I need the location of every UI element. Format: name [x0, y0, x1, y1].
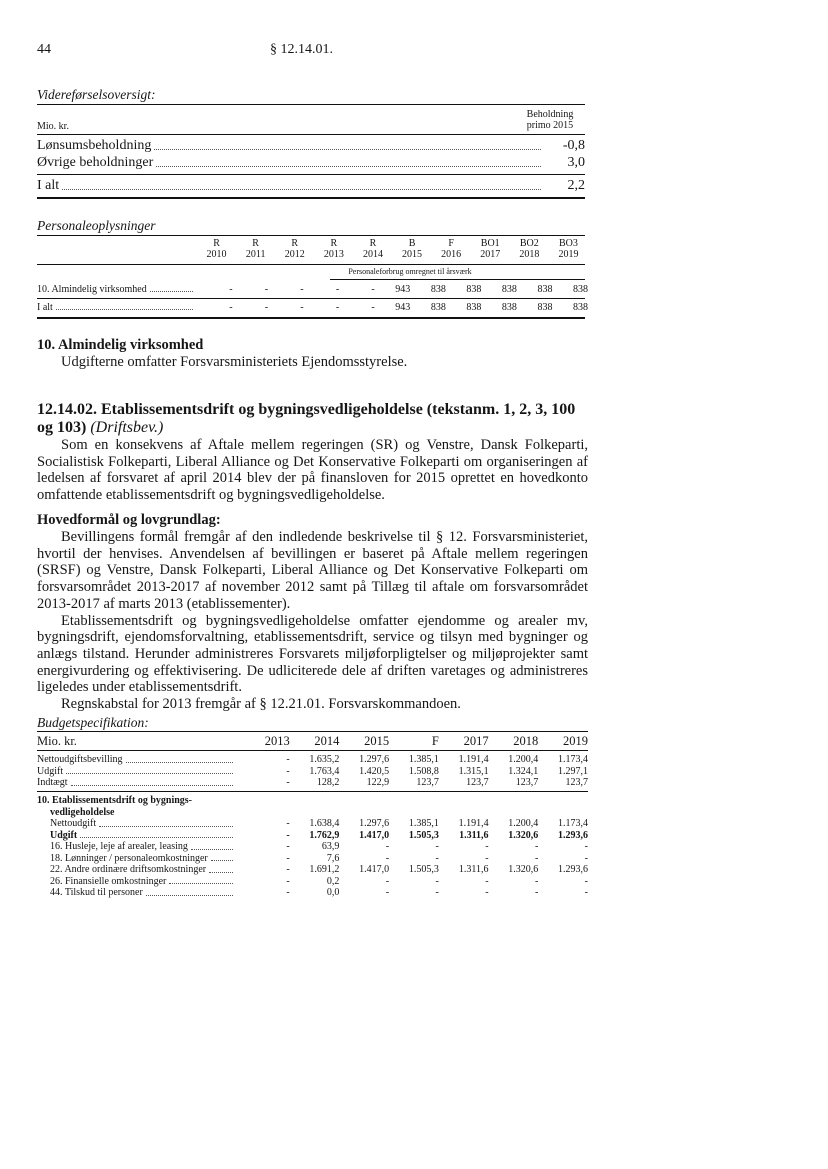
col-type: BO3 [558, 238, 578, 249]
cell: - [264, 302, 269, 313]
table-row [50, 841, 588, 853]
cell: 838 [573, 302, 588, 313]
cell: - [485, 841, 489, 852]
cell: 1.762,9 [309, 829, 340, 841]
col-header [432, 238, 471, 260]
group-heading-line1: 10. Etablissementsdrift og bygnings- [37, 795, 193, 806]
cell: - [286, 875, 290, 887]
row-label-text: Indtægt [37, 777, 68, 788]
row-values [240, 766, 588, 778]
budget-detail-rows [37, 818, 588, 899]
transfer-col-header-line2: primo 2015 [526, 120, 574, 131]
row-label-text: 16. Husleje, leje af arealer, leasing [50, 841, 188, 852]
row-label [50, 841, 237, 853]
cell: 1.293,6 [558, 864, 588, 875]
cell: 123,7 [565, 777, 588, 788]
cell: 7,6 [326, 852, 340, 864]
divider [37, 791, 588, 792]
row-values [240, 864, 588, 876]
leader-dots [156, 166, 541, 167]
cell: - [385, 852, 390, 864]
col-header [275, 238, 314, 260]
cell: - [435, 852, 439, 864]
divider [37, 264, 585, 265]
total-label: I alt [37, 178, 60, 193]
col-year: 2015 [402, 249, 423, 260]
list-item [37, 154, 585, 171]
cell: 1.320,6 [508, 829, 539, 841]
cell: 123,7 [416, 777, 439, 788]
cell: 838 [501, 284, 517, 295]
row-values [240, 853, 588, 865]
leader-dots [191, 849, 233, 850]
budget-block2 [37, 795, 588, 899]
col-type: R [291, 238, 299, 249]
purpose-p2: Etablissementsdrift og bygningsvedligeholdelse omfatter ejendomme og arealer mv, bygningsdrift, ejendomsforvaltning, etablissementsdrift, service og tilsyn med bygninger og anlægs tilstand. Herunder administreres Forsvarets miljøforpligtelser og miljøprojekter samt energivurdering og effektivisering. De udliciterede dele af driften varetages og administreres ligeledes under etablissementsdrift. [37, 612, 588, 696]
col-year: 2013 [323, 249, 344, 260]
cell: - [371, 284, 375, 295]
total-value: 2,2 [567, 178, 585, 193]
col-type: F [448, 238, 454, 249]
cell: - [584, 887, 588, 898]
table-row [37, 766, 588, 778]
row-value: 3,0 [567, 155, 585, 170]
year-header: 2014 [314, 734, 340, 748]
cell: - [435, 841, 439, 852]
cell: - [435, 887, 439, 898]
row-label-text: Udgift [50, 829, 78, 841]
col-header [197, 238, 236, 260]
row-label: Lønsumsbeholdning [37, 138, 152, 153]
row-label [50, 853, 237, 865]
cell: 128,2 [316, 777, 340, 788]
year-header: F [431, 734, 439, 748]
row-values [240, 876, 588, 888]
row-label-text: 44. Tilskud til personer [50, 887, 143, 898]
row-label [50, 887, 237, 899]
leader-dots [209, 872, 233, 873]
leader-dots [211, 860, 233, 861]
table-row [50, 818, 588, 830]
col-year: 2018 [519, 249, 540, 260]
year-header: 2015 [364, 734, 390, 748]
row-value: -0,8 [562, 138, 585, 153]
cell: 838 [501, 302, 517, 313]
cell: - [286, 864, 290, 875]
row-label [37, 766, 237, 778]
intro-text: Som en konsekvens af Aftale mellem regeringen (SR) og Venstre, Dansk Folkeparti, Socialistisk Folkeparti, Liberal Alliance og Det Konservative Folkeparti om organiseringen af ledelsen af forsvaret af april 2014 blev der på finansloven for 2015 oprettet en hovedkonto omfattende etablissementsdrift og bygningsvedligeholdelse. [37, 437, 588, 504]
divider [37, 750, 588, 751]
row-label-text: 10. Almindelig virksomhed [37, 284, 147, 295]
divider [37, 235, 585, 236]
purpose-p3: Regnskabstal for 2013 fremgår af § 12.21.01. Forsvarskommandoen. [61, 696, 461, 713]
page-number: 44 [37, 42, 51, 57]
cell: 1.635,2 [309, 754, 340, 765]
col-type: R [213, 238, 220, 249]
cell: 838 [573, 284, 588, 295]
row-label-text: Nettoudgiftsbevilling [37, 754, 123, 765]
cell: 838 [537, 284, 553, 295]
col-header [236, 238, 275, 260]
cell: 1.320,6 [508, 864, 539, 875]
cell: 1.191,4 [458, 754, 489, 765]
cell: 0,0 [326, 887, 340, 898]
row-label: Øvrige beholdninger [37, 155, 154, 170]
cell: - [286, 754, 290, 765]
cell: - [371, 302, 375, 313]
leader-dots [126, 762, 233, 763]
cell: - [335, 284, 340, 295]
row-values [240, 887, 588, 899]
personnel-subheader: Personaleforbrug omregnet til årsværk [348, 267, 472, 276]
transfer-unit: Mio. kr. [37, 121, 69, 132]
col-type: R [252, 238, 259, 249]
cell: - [385, 887, 390, 898]
cell: - [300, 284, 304, 295]
row-values [240, 777, 588, 789]
cell: - [534, 852, 539, 864]
cell: 838 [430, 284, 446, 295]
cell: - [229, 302, 233, 313]
cell: 1.505,3 [408, 864, 439, 875]
row-label [37, 777, 237, 789]
col-type: BO2 [519, 238, 539, 249]
main-heading-bold: 12.14.02. Etablissementsdrift og bygningsvedligeholdelse (tekstanm. 1, 2, 3, 100 og 103) [37, 401, 576, 436]
leader-dots [146, 895, 233, 896]
cell: 1.191,4 [458, 818, 489, 829]
cell: 1.200,4 [508, 754, 539, 765]
row-label [37, 302, 197, 313]
cell: - [584, 852, 588, 864]
year-header: 2018 [513, 734, 539, 748]
section10-heading: 10. Almindelig virksomhed [37, 337, 204, 353]
row-label-text: Udgift [37, 765, 64, 777]
col-year: 2012 [284, 249, 305, 260]
intro-paragraph [37, 437, 588, 504]
cell: - [229, 284, 233, 295]
cell: 1.505,3 [408, 829, 439, 841]
row-label [50, 864, 237, 876]
row-values [197, 284, 588, 295]
leader-dots [66, 773, 233, 774]
col-type: R [369, 238, 377, 249]
row-values [240, 754, 588, 766]
leader-dots [62, 189, 541, 190]
leader-dots [80, 837, 233, 838]
cell: 943 [395, 302, 411, 313]
cell: 123,7 [515, 777, 539, 788]
leader-dots [71, 785, 233, 786]
budget-block1 [37, 754, 588, 789]
purpose-heading: Hovedformål og lovgrundlag: [37, 512, 221, 528]
main-heading [37, 401, 588, 437]
cell: - [286, 841, 290, 852]
col-header [353, 238, 392, 260]
personnel-title: Personaleoplysninger [37, 218, 156, 233]
cell: - [485, 852, 489, 864]
col-type: R [330, 238, 338, 249]
leader-dots [169, 883, 233, 884]
cell: 1.763,4 [309, 765, 340, 777]
cell: - [584, 875, 588, 887]
row-values [197, 302, 588, 313]
transfer-title: Videreførselsoversigt: [37, 87, 156, 102]
cell: 0,2 [326, 875, 340, 887]
table-row [50, 876, 588, 888]
cell: - [286, 887, 290, 898]
table-row [50, 853, 588, 865]
col-year: 2010 [206, 249, 227, 260]
col-year: 2019 [558, 249, 579, 260]
cell: - [385, 841, 390, 852]
row-values [240, 841, 588, 853]
cell: - [300, 302, 304, 313]
cell: - [385, 875, 390, 887]
leader-dots [56, 309, 193, 310]
cell: 1.297,6 [359, 818, 390, 829]
main-heading-italic: (Driftsbev.) [90, 419, 164, 436]
table-row [50, 830, 588, 842]
divider [37, 134, 585, 135]
leader-dots [154, 149, 541, 150]
cell: 1.417,0 [359, 864, 390, 875]
cell: 1.293,6 [558, 829, 588, 841]
cell: - [286, 852, 290, 864]
purpose-p1: Bevillingens formål fremgår af den indledende beskrivelse til § 12. Forsvarsministeriet, hvortil der henvises. Anvendelsen af bevillingen er baseret på Aftale mellem regeringen (SRSF) og Venstre, Dansk Folkeparti, Liberal Alliance og Det Konservative Folkeparti om forsvarsområdet 2013-2017 af november 2012 samt på Tillæg til aftale om forsvarsområdet 2013-2017 af marts 2013 (etablissementer). [37, 529, 588, 612]
transfer-rows [37, 137, 585, 171]
row-values [240, 830, 588, 842]
cell: - [286, 777, 290, 788]
budget-unit: Mio. kr. [37, 734, 77, 748]
table-row [37, 777, 588, 789]
cell: - [485, 887, 489, 898]
list-item [37, 137, 585, 154]
row-label-text: I alt [37, 302, 53, 313]
row-label [50, 830, 237, 842]
row-label-text: 18. Lønninger / personaleomkostninger [50, 852, 208, 864]
col-type: B [408, 238, 416, 249]
row-label [50, 818, 237, 830]
cell: 838 [466, 284, 482, 295]
row-label-text: 26. Finansielle omkostninger [50, 875, 167, 887]
col-header [392, 238, 431, 260]
transfer-col-header [512, 109, 588, 131]
transfer-col-header-line1: Beholdning [526, 109, 574, 120]
divider [330, 279, 585, 280]
divider [37, 197, 585, 199]
row-label-text: Nettoudgift [50, 818, 97, 829]
cell: 838 [430, 302, 446, 313]
cell: 1.385,1 [408, 754, 439, 765]
group-heading-line2: vedligeholdelse [50, 806, 115, 818]
cell: 123,7 [466, 777, 489, 788]
cell: 1.324,1 [508, 765, 539, 777]
year-header: 2013 [264, 734, 290, 748]
cell: - [286, 765, 290, 777]
divider [37, 317, 585, 319]
cell: - [335, 302, 340, 313]
cell: - [584, 841, 588, 852]
row-label [50, 876, 237, 888]
cell: 838 [537, 302, 553, 313]
cell: 1.420,5 [359, 765, 390, 777]
cell: 1.315,1 [458, 765, 489, 777]
row-values [240, 818, 588, 830]
cell: - [485, 875, 489, 887]
leader-dots [150, 291, 193, 292]
row-label-text: 22. Andre ordinære driftsomkostninger [50, 864, 207, 875]
cell: 1.691,2 [309, 864, 340, 875]
budget-col-headers [240, 734, 588, 749]
leader-dots [99, 826, 233, 827]
cell: - [264, 284, 269, 295]
divider [37, 731, 588, 732]
section-header: § 12.14.01. [270, 42, 333, 57]
cell: - [534, 887, 539, 898]
cell: 1.297,1 [558, 765, 588, 777]
personnel-row [37, 284, 588, 297]
cell: 943 [395, 284, 411, 295]
cell: 63,9 [321, 841, 340, 852]
cell: - [286, 818, 290, 829]
budget-title: Budgetspecifikation: [37, 715, 149, 730]
row-label [37, 284, 197, 295]
table-row [50, 887, 588, 899]
section10-text: Udgifterne omfatter Forsvarsministeriets Ejendomsstyrelse. [61, 354, 408, 370]
cell: 1.200,4 [508, 818, 539, 829]
transfer-total [37, 176, 585, 194]
cell: 838 [466, 302, 482, 313]
year-header: 2019 [563, 734, 588, 748]
divider [37, 104, 585, 105]
cell: 1.173,4 [558, 818, 588, 829]
cell: 1.638,4 [309, 818, 340, 829]
cell: - [534, 841, 539, 852]
purpose-paragraphs [37, 529, 588, 713]
cell: 1.417,0 [359, 829, 390, 841]
divider [37, 174, 585, 175]
table-row [50, 864, 588, 876]
cell: 122,9 [366, 777, 390, 788]
cell: 1.173,4 [558, 754, 588, 765]
cell: - [435, 875, 439, 887]
col-year: 2014 [362, 249, 383, 260]
col-year: 2017 [480, 249, 501, 260]
col-type: BO1 [480, 238, 500, 249]
cell: 1.297,6 [359, 754, 390, 765]
col-header [471, 238, 510, 260]
personnel-total-row [37, 302, 588, 315]
cell: 1.385,1 [408, 818, 439, 829]
divider [37, 298, 585, 299]
table-row [37, 754, 588, 766]
cell: 1.508,8 [408, 765, 439, 777]
personnel-col-headers [197, 238, 588, 260]
cell: 1.311,6 [458, 864, 489, 875]
col-header [314, 238, 353, 260]
col-year: 2011 [245, 249, 266, 260]
col-header [510, 238, 549, 260]
cell: - [286, 829, 290, 841]
year-header: 2017 [463, 734, 489, 748]
col-header [549, 238, 588, 260]
cell: 1.311,6 [459, 829, 489, 841]
cell: - [534, 875, 539, 887]
row-label [37, 754, 237, 766]
col-year: 2016 [441, 249, 462, 260]
